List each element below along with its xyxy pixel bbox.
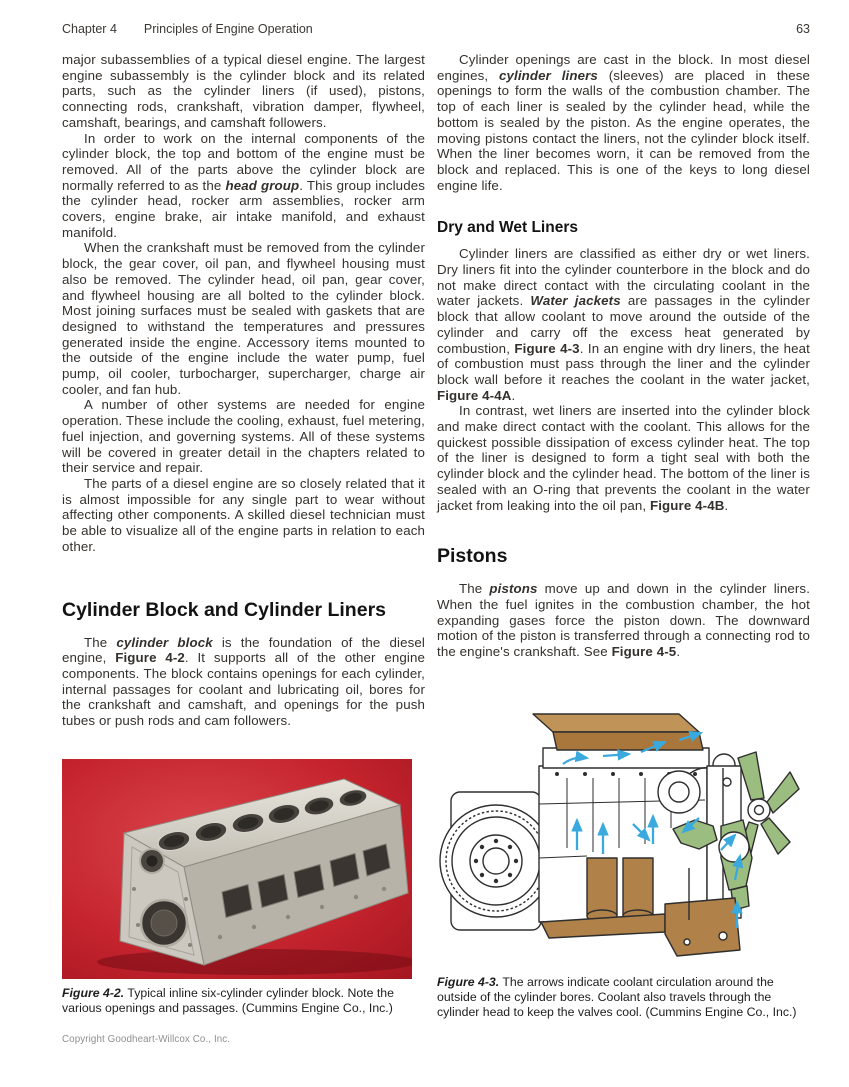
page-header bbox=[62, 22, 810, 36]
crankshaft-opening-inner bbox=[151, 910, 177, 936]
figure-4-3-caption: Figure 4-3. The arrows indicate coolant circulation around the outside of the cylinder bores. Coolant also travels through the cylinder head to keep the valves cool. (Cummins Engine Co., Inc.) bbox=[437, 974, 797, 1020]
left-column bbox=[62, 52, 425, 1045]
block-shadow bbox=[97, 949, 412, 975]
paragraph: major subassemblies of a typical diesel engine. The largest engine subassembly is the cylinder block and its related parts, such as the cylinder liners (if used), pistons, connecting rods, crankshaft, vibration damper, flywheel, camshaft, bearings, and camshaft followers. bbox=[62, 52, 425, 130]
paragraph: The pistons move up and down in the cylinder liners. When the fuel ignites in the combustion chamber, the hot expanding gases force the piston down. The downward motion of the piston is transferred through a connecting rod to the engine's crankshaft. See Figure 4-5. bbox=[437, 581, 811, 660]
figure-4-3-illustration bbox=[437, 708, 803, 968]
figure-4-2-caption: Figure 4-2. Typical inline six-cylinder cylinder block. Note the various openings and passages. (Cummins Engine Co., Inc.) bbox=[62, 985, 394, 1016]
copyright-notice: Copyright Goodheart-Willcox Co., Inc. bbox=[62, 1034, 231, 1046]
section-heading-pistons: Pistons bbox=[437, 545, 508, 568]
right-column bbox=[437, 52, 810, 1045]
paragraph: In contrast, wet liners are inserted into the cylinder block and make direct contact with the coolant. This allows for the quickest possible dissipation of excess cylinder heat. The top of the liner is designed to form a tight seal with both the cylinder block and the cylinder head. The bottom of the liner is sealed with an O-ring that prevents the coolant in the water jacket from leaking into the oil pan, Figure 4-4B. bbox=[437, 403, 810, 513]
coolant-circulation-diagram bbox=[437, 708, 803, 968]
paragraph: The cylinder block is the foundation of the diesel engine, Figure 4-2. It supports all of the other engine components. The block contains openings for each cylinder, internal passages for coolant and lubricating oil, bores for the crankshaft and camshaft, and openings for the push tubes or push rods and cam followers. bbox=[62, 634, 426, 729]
section-heading-cylinder-block: Cylinder Block and Cylinder Liners bbox=[62, 598, 386, 621]
paragraph: Cylinder openings are cast in the block. In most diesel engines, cylinder liners (sleeves) are placed in these openings to form the walls of the combustion chamber. The top of each liner is sealed by the cylinder head, while the bottom is sealed by the piston. As the engine operates, the moving pistons contact the liners, not the cylinder block itself. When the liner becomes worn, it can be removed from the block and replaced. This is one of the keys to long diesel engine life. bbox=[437, 52, 811, 193]
paragraph: A number of other systems are needed for engine operation. These include the cooling, exhaust, fuel metering, fuel injection, and governing systems. All of these systems will be covered in greater detail in the chapters related to their service and repair. bbox=[62, 397, 425, 476]
cylinder-head bbox=[543, 748, 709, 768]
camshaft-opening-inner bbox=[147, 855, 158, 866]
figure-4-2-photo bbox=[62, 759, 412, 979]
two-column-layout bbox=[62, 52, 810, 1045]
cylinder-block-photo-illustration bbox=[62, 759, 412, 979]
page-number: 63 bbox=[796, 22, 810, 36]
chapter-title: Principles of Engine Operation bbox=[143, 22, 313, 36]
paragraph: The parts of a diesel engine are so closely related that it is almost impossible for any single part to wear without affecting other components. A skilled diesel technician must be able to visualize all of the engine parts in relation to each other. bbox=[62, 475, 425, 554]
paragraph: When the crankshaft must be removed from the cylinder block, the gear cover, oil pan, and flywheel housing must also be removed. The cylinder head, oil pan, gear cover, and flywheel housing are all bolted to the cylinder block. Most joining surfaces must be sealed with gaskets that are designed to withstand the temperatures and pressures generated inside the engine. Accessory items mounted to the outside of the engine include the water pump, fuel pump, oil cooler, turbocharger, supercharger, charge air cooler, and fan hub. bbox=[62, 240, 425, 397]
paragraph: Cylinder liners are classified as either dry or wet liners. Dry liners fit into the cylinder counterbore in the block and do not make direct contact with the circulating coolant in the water jackets. Water jackets are passages in the cylinder block that allow coolant to move around the outside of the cylinder and carry off the excess heat generated by combustion, Figure 4-3. In an engine with dry liners, the heat of combustion must pass through the liner and the cylinder block wall before it reaches the coolant in the water jacket, Figure 4-4A. bbox=[437, 246, 810, 403]
paragraph: In order to work on the internal components of the cylinder block, the top and bottom of the engine must be removed. All of the parts above the cylinder block are normally referred to as the head group. This group includes the cylinder head, rocker arm assemblies, rocker arm covers, engine brake, air intake manifold, and exhaust manifold. bbox=[62, 130, 425, 240]
subsection-heading-dry-wet-liners: Dry and Wet Liners bbox=[437, 219, 578, 237]
flywheel-housing bbox=[440, 792, 552, 930]
valve-cover bbox=[533, 714, 703, 750]
chapter-label: Chapter 4 bbox=[62, 22, 117, 36]
